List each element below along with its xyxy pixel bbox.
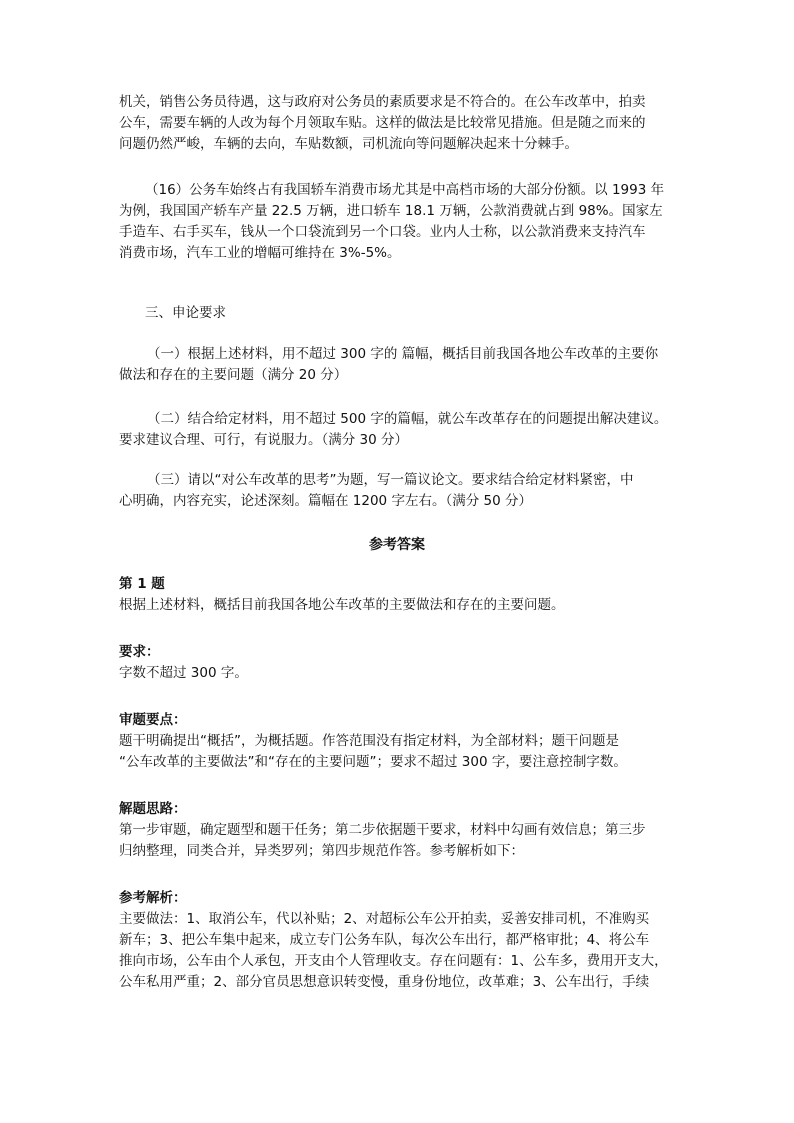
- text-line: （一）根据上述材料，用不超过 300 字的 篇幅，概括目前我国各地公车改革的主要你: [147, 346, 659, 362]
- requirement-1: [119, 344, 687, 386]
- text-line: 字数不超过 300 字。: [119, 665, 248, 681]
- requirement-2: [119, 409, 687, 451]
- reference-analysis: [119, 888, 687, 993]
- text-line: 要求建议合理、可行，有说服力。（满分 30 分）: [119, 432, 409, 448]
- text-line: 公车私用严重；2、部分官员思想意识转变慢，重身份地位，改革难；3、公车出行，手续: [119, 974, 650, 990]
- text-line: 为例，我国国产轿车产量 22.5 万辆，进口轿车 18.1 万辆，公款消费就占到 98%。国家左: [119, 203, 663, 219]
- text-line: 机关，销售公务员待遇，这与政府对公务员的素质要求是不符合的。在公车改革中，拍卖: [119, 94, 646, 110]
- text-line: 主要做法：1、取消公车，代以补贴；2、对超标公车公开拍卖，妥善安排司机，不准购买: [119, 911, 650, 927]
- text-line: 手造车、右手买车，钱从一个口袋流到另一个口袋。业内人士称，以公款消费来支持汽车: [119, 224, 646, 240]
- requirement-block: [119, 642, 687, 684]
- intro-paragraph: [119, 92, 687, 155]
- text-line: 第一步审题，确定题型和题干任务；第二步依据题干要求，材料中勾画有效信息；第三步: [119, 822, 646, 838]
- text-line: 问题仍然严峻，车辆的去向，车贴数额，司机流向等问题解决起来十分棘手。: [119, 136, 578, 152]
- text-line: 根据上述材料，概括目前我国各地公车改革的主要做法和存在的主要问题。: [119, 597, 565, 613]
- text-line: 新车；3、把公车集中起来，成立专门公务车队，每次公车出行，都严格审批；4、将公车: [119, 932, 650, 948]
- text-line: （二）结合给定材料，用不超过 500 字的篇幅，就公车改革存在的问题提出解决建议。: [147, 411, 668, 427]
- requirement-heading: 要求：: [119, 644, 160, 660]
- question-heading: 第 1 题: [119, 576, 165, 592]
- analysis-heading: 参考解析：: [119, 890, 187, 906]
- text-line: 公车，需要车辆的人改为每个月领取车贴。这样的做法是比较常见措施。但是随之而来的: [119, 115, 646, 131]
- text-line: （三）请以“对公车改革的思考”为题，写一篇议论文。要求结合给定材料紧密，中: [147, 472, 634, 488]
- text-line: 题干明确提出“概括”，为概括题。作答范围没有指定材料，为全部材料；题干问题是: [119, 733, 619, 749]
- text-line: 归纳整理，同类合并，异类罗列；第四步规范作答。参考解析如下：: [119, 843, 524, 859]
- text-line: 推向市场，公车由个人承包，开支由个人管理收支。存在问题有：1、公车多，费用开支大，: [119, 953, 668, 969]
- review-heading: 审题要点：: [119, 712, 187, 728]
- answer-title: 参考答案: [369, 537, 425, 553]
- question-1: [119, 574, 687, 616]
- text-line: （16）公务车始终占有我国轿车消费市场尤其是中高档市场的大部分份额。以 1993 年: [145, 182, 665, 198]
- solution-approach: [119, 799, 687, 862]
- text-line: “公车改革的主要做法”和“存在的主要问题”；要求不超过 300 字，要注意控制字数。: [119, 754, 627, 770]
- section-title: 三、申论要求: [145, 305, 226, 321]
- text-line: 消费市场，汽车工业的增幅可维持在 3%-5%。: [119, 245, 401, 261]
- review-points: [119, 710, 687, 773]
- text-line: 心明确，内容充实，论述深刻。篇幅在 1200 字左右。（满分 50 分）: [119, 493, 532, 509]
- approach-heading: 解题思路：: [119, 801, 187, 817]
- text-line: 做法和存在的主要问题（满分 20 分）: [119, 367, 348, 383]
- requirement-3: [119, 470, 687, 512]
- section-heading: [119, 303, 687, 324]
- paragraph-16: [119, 180, 687, 264]
